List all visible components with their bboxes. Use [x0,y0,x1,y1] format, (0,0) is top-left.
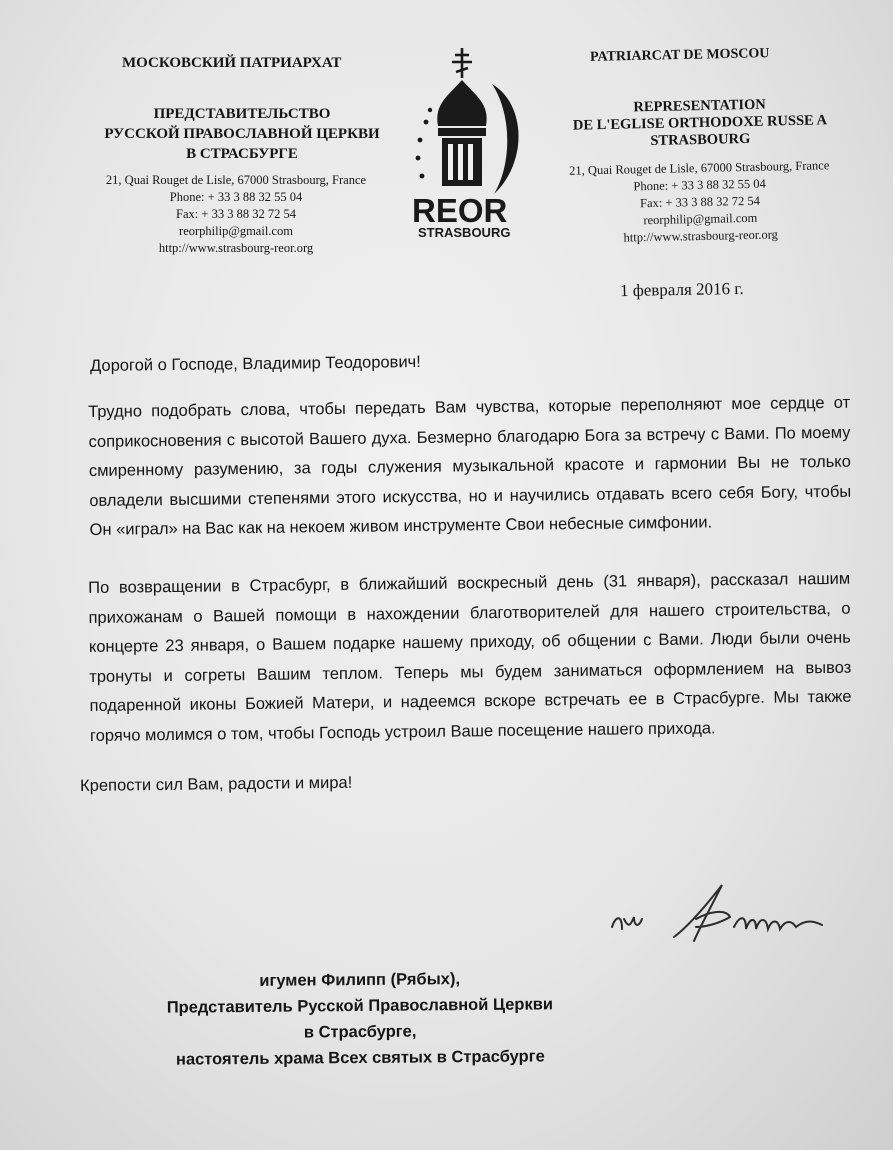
handwritten-signature [600,875,860,955]
logo-name: REOR [412,192,508,229]
logo-subtitle: STRASBOURG [418,225,511,240]
fr-address: 21, Quai Rouget de Lisle, 67000 Strasbourg, France [569,158,830,178]
crescent-icon [492,84,519,194]
ru-address: 21, Quai Rouget de Lisle, 67000 Strasbourg, France [105,173,367,187]
ru-email: reorphilip@gmail.com [179,224,293,238]
fr-contact-block [529,156,871,248]
fr-patriarchate: PATRIARCAT DE MOSCOU [589,46,770,65]
stars-icon [416,108,433,179]
fr-fax: Fax: + 33 3 88 32 72 54 [639,193,761,211]
ru-phone: Phone: + 33 3 88 32 55 04 [169,190,303,204]
signer-position: настоятель храма Всех святых в Страсбурге [175,1047,545,1069]
cross-icon [452,48,472,78]
ru-patriarchate: МОСКОВСКИЙ ПАТРИАРХАТ [122,55,342,71]
fr-rep-line: DE L'EGLISE ORTHODOXE RUSSE A [572,112,828,134]
ru-representation [92,104,392,164]
fr-rep-line: REPRESENTATION [633,96,766,116]
ru-contact-block [76,172,396,257]
ru-rep-line: В СТРАСБУРГЕ [186,146,298,162]
signer-location: в Страсбурге, [303,1022,417,1042]
signer-title: Представитель Русской Православной Церкви [166,995,554,1017]
signature-block [130,965,591,1073]
letter-paragraph: Трудно подобрать слова, чтобы передать Вам чувства, которые переполняют мое сердце от соприкосновения с высотой Вашего духа. Безмерно благодарю Бога за встречу с Вами. По моему смиренному разумению, за годы служения музыкальной красоте и гармонии Вы не только овладели высшими степенями этого искусства, но и научились отдавать всего себя Богу, чтобы Он «играл» на Вас как на некоем живом инструменте Свои небесные симфонии. [88,393,852,539]
reor-logo [408,44,536,240]
ru-rep-line: ПРЕДСТАВИТЕЛЬСТВО [153,106,331,122]
letter-greeting: Дорогой о Господе, Владимир Теодорович! [90,352,421,375]
letter-date: 1 февраля 2016 г. [619,278,744,301]
letter-closing: Крепости сил Вам, радости и мира! [80,773,353,795]
letter-paragraph: По возвращении в Страсбург, в ближайший воскресный день (31 января), рассказал нашим прихожанам о Вашей помощи в нахождении благотворителей для нашего строительства, о концерте 23 января, о Вашем подарке нашему приходу, об общении с Вами. Люди были очень тронуты и согреты Вашим теплом. Теперь мы будем заниматься оформлением на вывоз подаренной иконы Божией Матери, и надеемся вскоре встречать ее в Страсбурге. Мы также горячо молимся о том, чтобы Господь устроил Ваше посещение нашего прихода. [88,569,852,745]
fr-website: http://www.strasbourg-reor.org [623,227,778,245]
dome-icon [437,80,486,126]
fr-phone: Phone: + 33 3 88 32 55 04 [633,176,766,194]
ru-website: http://www.strasbourg-reor.org [158,241,314,255]
signer-name: игумен Филипп (Рябых), [259,970,461,990]
ru-fax: Fax: + 33 3 88 32 72 54 [176,207,296,221]
fr-email: reorphilip@gmail.com [643,210,758,228]
ru-rep-line: РУССКОЙ ПРАВОСЛАВНОЙ ЦЕРКВИ [104,126,380,142]
fr-representation [540,95,861,153]
fr-rep-line: STRASBOURG [650,130,751,150]
